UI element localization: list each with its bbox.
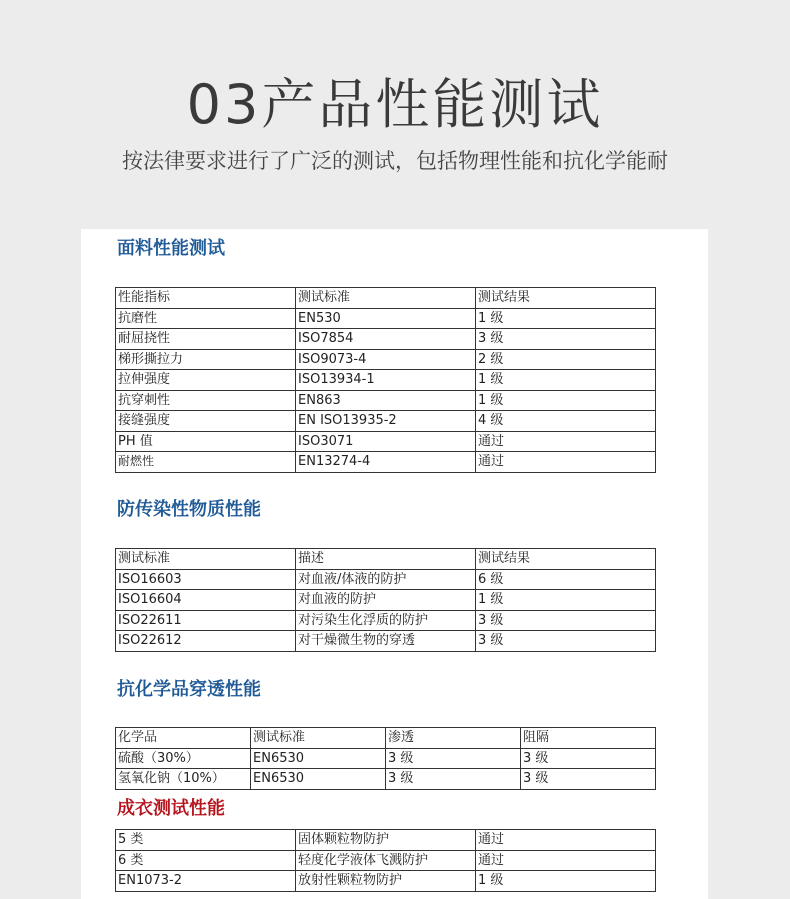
table-cell: 6 级 xyxy=(476,569,656,590)
table-cell: ISO16604 xyxy=(116,590,296,611)
chemical-section-title: 抗化学品穿透性能 xyxy=(117,679,261,700)
table-cell: 3 级 xyxy=(476,329,656,350)
table-cell: 通过 xyxy=(476,850,656,871)
table-cell: 通过 xyxy=(476,830,656,851)
fabric-table xyxy=(115,287,656,473)
table-row xyxy=(116,411,656,432)
table-cell: 抗磨性 xyxy=(116,308,296,329)
table-cell: 对血液的防护 xyxy=(296,590,476,611)
table-cell: 3 级 xyxy=(476,631,656,652)
table-cell: 对干燥微生物的穿透 xyxy=(296,631,476,652)
table-cell: 对血液/体液的防护 xyxy=(296,569,476,590)
table-cell: EN863 xyxy=(296,390,476,411)
table-header-row xyxy=(116,728,656,749)
table-cell: 接缝强度 xyxy=(116,411,296,432)
table-row xyxy=(116,748,656,769)
table-cell: 1 级 xyxy=(476,370,656,391)
table-row xyxy=(116,610,656,631)
table-cell: 1 级 xyxy=(476,871,656,892)
table-cell: 梯形撕拉力 xyxy=(116,349,296,370)
table-cell: 1 级 xyxy=(476,308,656,329)
table-cell: 3 级 xyxy=(521,769,656,790)
table-cell: 拉伸强度 xyxy=(116,370,296,391)
table-cell: 1 级 xyxy=(476,590,656,611)
table-cell: 通过 xyxy=(476,452,656,473)
chemical-table xyxy=(115,727,656,790)
table-cell: 放射性颗粒物防护 xyxy=(296,871,476,892)
table-cell: ISO9073-4 xyxy=(296,349,476,370)
table-cell: 耐燃性 xyxy=(116,452,296,473)
fabric-section-title: 面料性能测试 xyxy=(117,238,225,259)
table-header-cell: 阻隔 xyxy=(521,728,656,749)
table-cell: 3 级 xyxy=(386,769,521,790)
table-header-cell: 性能指标 xyxy=(116,288,296,309)
table-cell: 氢氧化钠（10%） xyxy=(116,769,251,790)
table-cell: 耐屈挠性 xyxy=(116,329,296,350)
table-header-cell: 测试结果 xyxy=(476,549,656,570)
table-cell: ISO3071 xyxy=(296,431,476,452)
table-header-cell: 测试结果 xyxy=(476,288,656,309)
table-row xyxy=(116,370,656,391)
table-cell: EN530 xyxy=(296,308,476,329)
table-cell: 通过 xyxy=(476,431,656,452)
table-cell: 1 级 xyxy=(476,390,656,411)
table-row xyxy=(116,349,656,370)
table-cell: 2 级 xyxy=(476,349,656,370)
header xyxy=(0,0,790,230)
table-cell: PH 值 xyxy=(116,431,296,452)
table-header-row xyxy=(116,288,656,309)
table-cell: EN6530 xyxy=(251,769,386,790)
table-cell: 3 级 xyxy=(386,748,521,769)
table-header-row xyxy=(116,549,656,570)
page-subtitle: 按法律要求进行了广泛的测试，包括物理性能和抗化学能耐 xyxy=(122,149,668,173)
garment-table xyxy=(115,829,656,892)
table-row xyxy=(116,830,656,851)
garment-section-title: 成衣测试性能 xyxy=(117,798,225,819)
table-row xyxy=(116,390,656,411)
table-cell: 3 级 xyxy=(521,748,656,769)
table-header-cell: 测试标准 xyxy=(116,549,296,570)
table-cell: ISO22611 xyxy=(116,610,296,631)
spec-panel xyxy=(81,229,708,899)
table-cell: 轻度化学液体飞溅防护 xyxy=(296,850,476,871)
table-row xyxy=(116,452,656,473)
table-cell: 对污染生化浮质的防护 xyxy=(296,610,476,631)
table-cell: EN13274-4 xyxy=(296,452,476,473)
table-cell: 5 类 xyxy=(116,830,296,851)
infection-table xyxy=(115,548,656,652)
table-cell: ISO13934-1 xyxy=(296,370,476,391)
table-cell: 4 级 xyxy=(476,411,656,432)
table-row xyxy=(116,769,656,790)
table-header-cell: 测试标准 xyxy=(251,728,386,749)
table-cell: 硫酸（30%） xyxy=(116,748,251,769)
table-header-cell: 渗透 xyxy=(386,728,521,749)
table-cell: 固体颗粒物防护 xyxy=(296,830,476,851)
table-cell: 3 级 xyxy=(476,610,656,631)
table-cell: EN6530 xyxy=(251,748,386,769)
table-header-cell: 化学品 xyxy=(116,728,251,749)
table-row xyxy=(116,308,656,329)
table-header-cell: 测试标准 xyxy=(296,288,476,309)
table-cell: 抗穿刺性 xyxy=(116,390,296,411)
table-row xyxy=(116,569,656,590)
table-row xyxy=(116,850,656,871)
table-row xyxy=(116,590,656,611)
table-cell: 6 类 xyxy=(116,850,296,871)
table-cell: EN1073-2 xyxy=(116,871,296,892)
table-cell: ISO16603 xyxy=(116,569,296,590)
table-cell: EN ISO13935-2 xyxy=(296,411,476,432)
infection-section-title: 防传染性物质性能 xyxy=(117,499,261,520)
table-header-cell: 描述 xyxy=(296,549,476,570)
table-row xyxy=(116,631,656,652)
page-title: 03产品性能测试 xyxy=(186,73,604,136)
table-cell: ISO7854 xyxy=(296,329,476,350)
table-row xyxy=(116,329,656,350)
table-row xyxy=(116,431,656,452)
table-cell: ISO22612 xyxy=(116,631,296,652)
